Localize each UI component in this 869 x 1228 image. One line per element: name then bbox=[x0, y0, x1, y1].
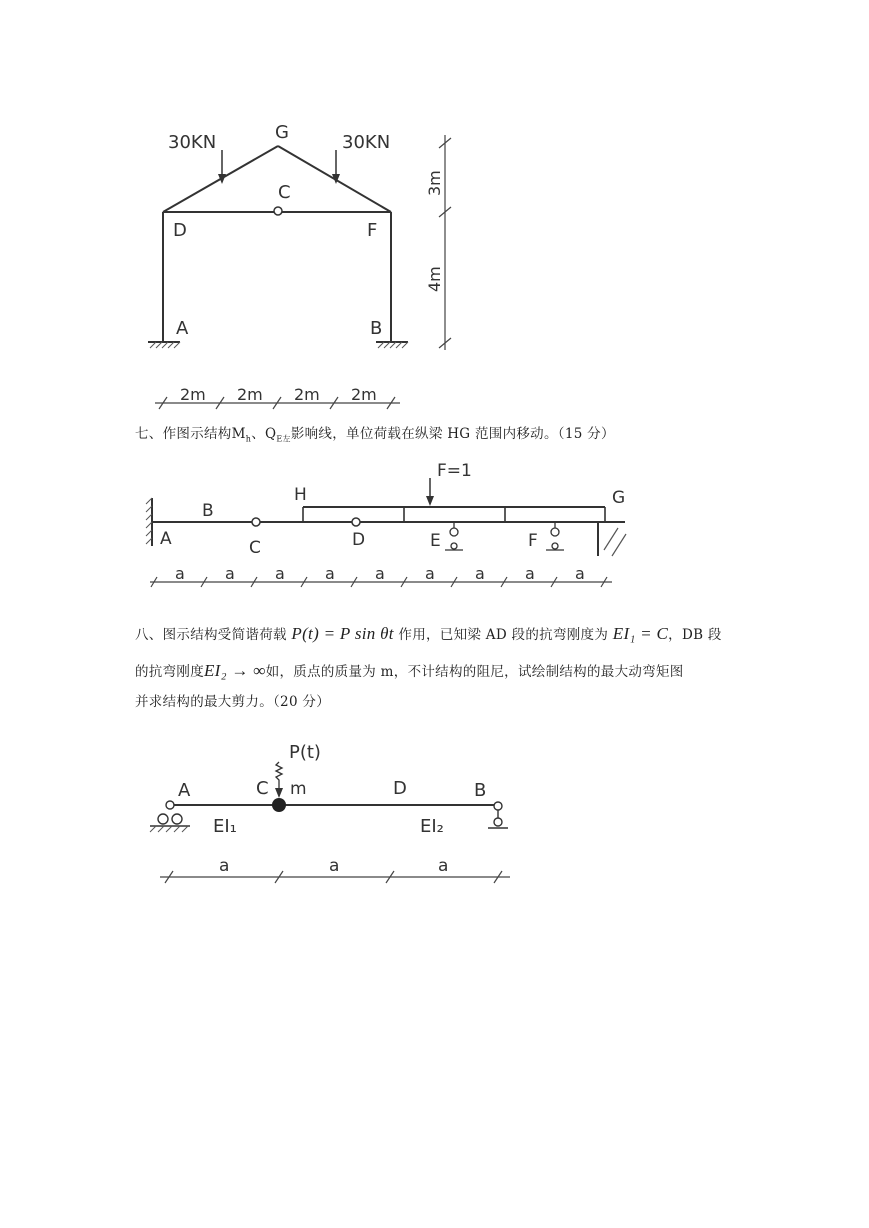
node-c3: C bbox=[256, 778, 269, 799]
span2-4: a bbox=[325, 564, 335, 583]
q8-line-1: 八、图示结构受简谐荷载 P(t) = P sin θt 作用，已知梁 AD 段的抗弯刚度为 EI₁ = C，DB 段 bbox=[135, 624, 722, 643]
q8-line-3: 并求结构的最大剪力。（20 分） bbox=[135, 694, 331, 710]
span-2: 2m bbox=[237, 385, 263, 404]
dim-3m: 3m bbox=[425, 170, 444, 196]
span2-8: a bbox=[525, 564, 535, 583]
ei2-expression: EI₂ → ∞ bbox=[204, 661, 266, 680]
span-4: 2m bbox=[351, 385, 377, 404]
node-a3: A bbox=[178, 780, 191, 801]
span2-1: a bbox=[175, 564, 185, 583]
span-1: 2m bbox=[180, 385, 206, 404]
ei2-label: EI₂ bbox=[420, 816, 444, 837]
ei1-expression: EI₁ = C bbox=[612, 624, 669, 643]
node-g: G bbox=[275, 122, 289, 143]
dynamic-load-arrow bbox=[275, 788, 283, 798]
node-c: C bbox=[278, 182, 291, 203]
question-7: 七、作图示结构$M_h$、$Q_{E左}$影响线，单位荷载在纵梁 HG 范围内移动。（15 分） bbox=[135, 426, 615, 444]
load-label-left: 30KN bbox=[168, 132, 217, 153]
node-c2: C bbox=[249, 538, 261, 558]
span-3: 2m bbox=[294, 385, 320, 404]
unit-load-label: F=1 bbox=[437, 461, 472, 481]
span2-7: a bbox=[475, 564, 485, 583]
ei1-label: EI₁ bbox=[213, 816, 237, 837]
span3-3: a bbox=[438, 856, 449, 876]
q8-line-2: 的抗弯刚度EI₂ → ∞如，质点的质量为 m，不计结构的阻尼，试绘制结构的最大动弯矩图 bbox=[135, 661, 684, 680]
mass-m bbox=[272, 798, 286, 812]
span3-1: a bbox=[219, 856, 230, 876]
node-b2: B bbox=[202, 501, 214, 521]
node-b: B bbox=[370, 318, 383, 339]
span2-2: a bbox=[225, 564, 235, 583]
node-d: D bbox=[173, 220, 187, 241]
load-expression: P(t) = P sin θt bbox=[291, 624, 394, 643]
node-d2: D bbox=[352, 530, 366, 550]
node-b3: B bbox=[474, 780, 487, 801]
node-d3: D bbox=[393, 778, 407, 799]
span2-5: a bbox=[375, 564, 385, 583]
node-g2: G bbox=[612, 488, 626, 508]
load-p-label: P(t) bbox=[289, 742, 321, 763]
load-label-right: 30KN bbox=[342, 132, 391, 153]
node-h: H bbox=[294, 485, 307, 505]
span2-9: a bbox=[575, 564, 585, 583]
span2-3: a bbox=[275, 564, 285, 583]
node-m3: m bbox=[290, 779, 307, 799]
span3-2: a bbox=[329, 856, 340, 876]
node-a2: A bbox=[160, 529, 172, 549]
node-a: A bbox=[176, 318, 189, 339]
node-f: F bbox=[367, 220, 378, 241]
node-f2: F bbox=[528, 531, 538, 551]
span2-6: a bbox=[425, 564, 435, 583]
node-e2: E bbox=[430, 531, 441, 551]
dim-4m: 4m bbox=[425, 266, 444, 292]
